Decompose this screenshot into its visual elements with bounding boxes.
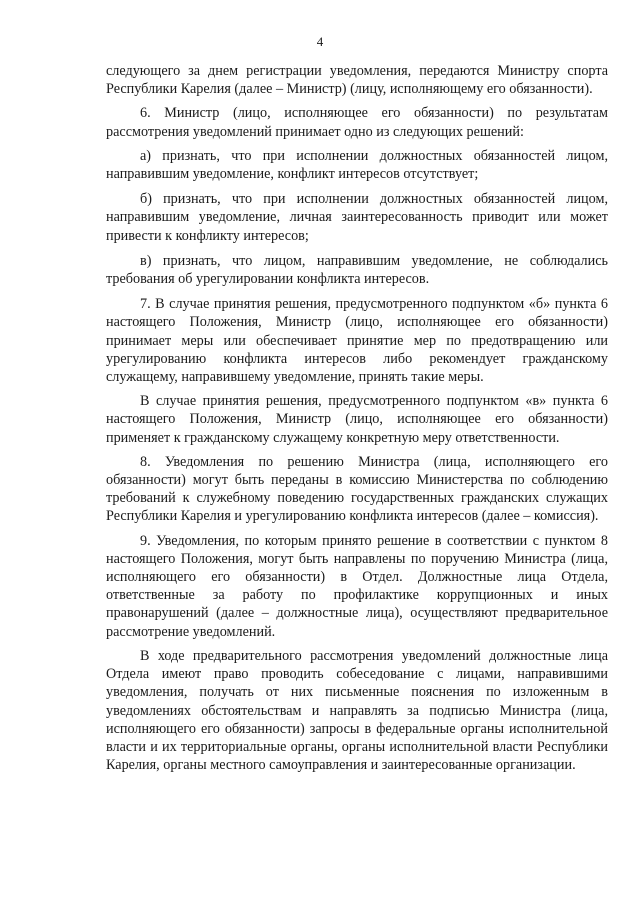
- paragraph-subitem-b: б) признать, что при исполнении должностных обязанностей лицом, направившим уведомление, личная заинтересованность приводит или может привести к конфликту интересов;: [106, 191, 608, 244]
- paragraph-item-9: 9. Уведомления, по которым принято решение в соответствии с пунктом 8 настоящего Положения, могут быть направлены по поручению Министра (лица, исполняющего его обязанности) в Отдел. Должностные лица Отдела, ответственные за работу по профилактике коррупционных и иных правонарушений (далее – должностные лица), осуществляют предварительное рассмотрение уведомлений.: [106, 532, 608, 640]
- paragraph-item-6: 6. Министр (лицо, исполняющее его обязанности) по результатам рассмотрения уведомлений принимает одно из следующих решений:: [106, 105, 608, 140]
- paragraph-item-7: 7. В случае принятия решения, предусмотренного подпунктом «б» пункта 6 настоящего Положения, Министр (лицо, исполняющее его обязанности) принимает меры или обеспечивает принятие мер по предотвращению или урегулированию конфликта интересов либо рекомендует гражданскому служащему, направившему уведомление, принять такие меры.: [106, 296, 608, 386]
- paragraph-subitem-v: в) признать, что лицом, направившим уведомление, не соблюдались требования об урегулировании конфликта интересов.: [106, 252, 608, 288]
- paragraph-item-9-continued: В ходе предварительного рассмотрения уведомлений должностные лица Отдела имеют право проводить собеседование с лицами, направившими уведомления, получать от них письменные пояснения по изложенным в уведомлениях обстоятельствам и направлять за подписью Министра (лица, исполняющего его обязанности) запросы в федеральные органы исполнительной власти и их территориальные органы, органы исполнительной власти Республики Карелия, органы местного самоуправления и заинтересованные организации.: [106, 647, 608, 774]
- page-number: 4: [316, 34, 324, 49]
- paragraph-subitem-a: а) признать, что при исполнении должностных обязанностей лицом, направившим уведомление, конфликт интересов отсутствует;: [106, 147, 608, 183]
- paragraph-item-8: 8. Уведомления по решению Министра (лица, исполняющего его обязанности) могут быть переданы в комиссию Министерства по соблюдению требований к служебному поведению государственных гражданских служащих Республики Карелия и урегулированию конфликта интересов (далее – комиссия).: [106, 453, 608, 525]
- document-body: [106, 62, 608, 780]
- paragraph-item-7-continued: В случае принятия решения, предусмотренного подпунктом «в» пункта 6 настоящего Положения, Министр (лицо, исполняющее его обязанности) применяет к гражданскому служащему конкретную меру ответственности.: [106, 393, 608, 446]
- paragraph-continuation: следующего за днем регистрации уведомления, передаются Министру спорта Республики Карелия (далее – Министр) (лицу, исполняющему его обязанности).: [106, 63, 608, 98]
